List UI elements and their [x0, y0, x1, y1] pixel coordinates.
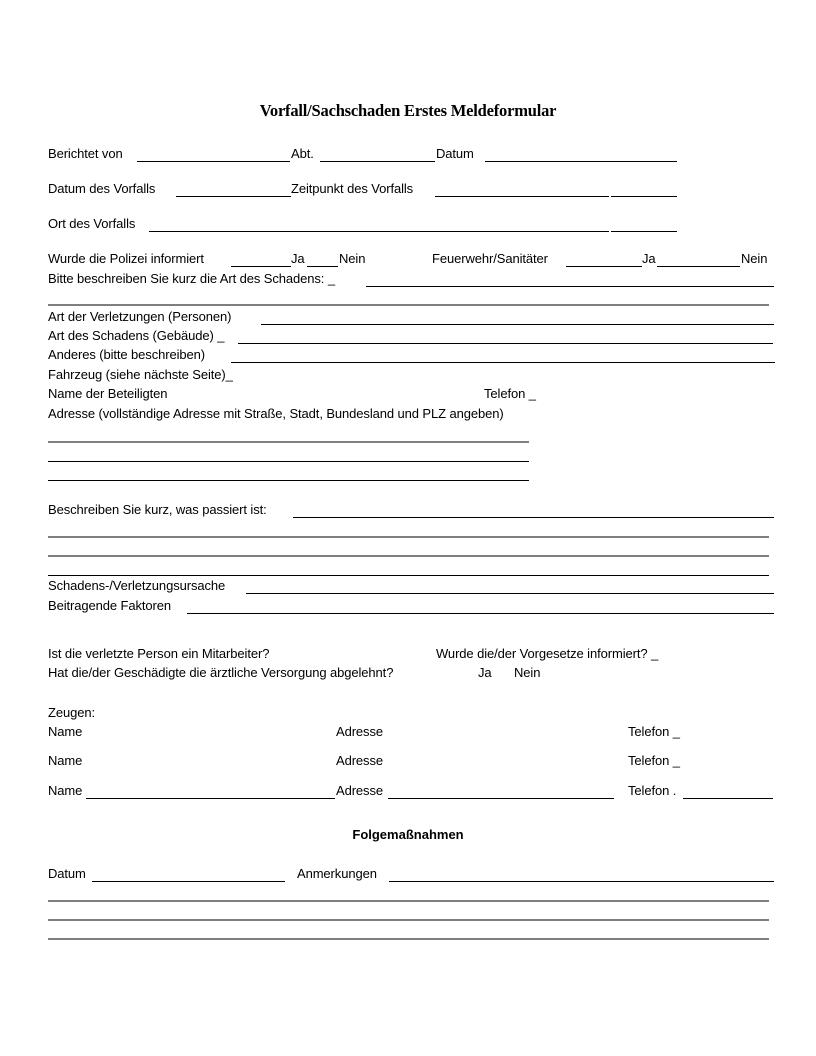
what-happened-field-line-3[interactable]: [48, 555, 769, 557]
refused-care-question: Hat die/der Geschädigte die ärztliche Versorgung abgelehnt?: [48, 665, 394, 680]
fire-medics-yes-field[interactable]: [566, 266, 642, 267]
fire-medics-yes-label: Ja: [642, 251, 656, 266]
describe-damage-label: Bitte beschreiben Sie kurz die Art des Schadens: _: [48, 271, 335, 286]
incident-location-label: Ort des Vorfalls: [48, 216, 136, 231]
incident-location-field-extension: [611, 231, 677, 232]
witness-name-label: Name: [48, 753, 83, 768]
other-damage-field[interactable]: [231, 362, 775, 363]
fire-medics-label: Feuerwehr/Sanitäter: [432, 251, 548, 266]
witnesses-heading: Zeugen:: [48, 705, 96, 720]
other-damage-label: Anderes (bitte beschreiben): [48, 347, 206, 362]
reported-by-label: Berichtet von: [48, 146, 123, 161]
fire-medics-no-field[interactable]: [657, 266, 740, 267]
incident-time-field-extension: [611, 196, 677, 197]
follow-up-date-field[interactable]: [92, 881, 285, 882]
supervisor-question: Wurde die/der Vorgesetze informiert? _: [436, 646, 659, 661]
cause-field[interactable]: [246, 593, 774, 594]
what-happened-field[interactable]: [293, 517, 774, 518]
witness-phone-label: Telefon _: [628, 724, 680, 739]
follow-up-remarks-line-3[interactable]: [48, 919, 769, 921]
address-field-line-3[interactable]: [48, 480, 529, 481]
witness-address-label: Adresse: [336, 753, 383, 768]
involved-name-label: Name der Beteiligten: [48, 386, 168, 401]
police-informed-label: Wurde die Polizei informiert: [48, 251, 204, 266]
employee-question: Ist die verletzte Person ein Mitarbeiter?: [48, 646, 270, 661]
police-yes-label: Ja: [291, 251, 305, 266]
follow-up-remarks-field[interactable]: [389, 881, 774, 882]
police-no-label: Nein: [339, 251, 366, 266]
reported-by-field[interactable]: [137, 161, 290, 162]
witness-name-field[interactable]: [86, 798, 335, 799]
what-happened-label: Beschreiben Sie kurz, was passiert ist:: [48, 502, 267, 517]
describe-damage-field[interactable]: [366, 286, 774, 287]
refused-care-no[interactable]: Nein: [514, 665, 541, 680]
building-damage-field[interactable]: [238, 343, 773, 344]
witness-address-field[interactable]: [388, 798, 614, 799]
vehicle-label: Fahrzeug (siehe nächste Seite)_: [48, 367, 233, 382]
cause-label: Schadens-/Verletzungsursache: [48, 578, 226, 593]
address-field-line-1[interactable]: [48, 441, 529, 443]
witness-address-label: Adresse: [336, 783, 383, 798]
witness-address-label: Adresse: [336, 724, 383, 739]
incident-time-field[interactable]: [435, 196, 609, 197]
factors-label: Beitragende Faktoren: [48, 598, 172, 613]
witness-phone-field[interactable]: [683, 798, 773, 799]
factors-field[interactable]: [187, 613, 774, 614]
refused-care-yes[interactable]: Ja: [478, 665, 492, 680]
date-field[interactable]: [485, 161, 677, 162]
involved-phone-label: Telefon _: [484, 386, 536, 401]
follow-up-remarks-line-2[interactable]: [48, 900, 769, 902]
injuries-field[interactable]: [261, 324, 774, 325]
incident-date-field[interactable]: [176, 196, 291, 197]
incident-location-field[interactable]: [149, 231, 609, 232]
address-field-line-2[interactable]: [48, 461, 529, 462]
incident-date-label: Datum des Vorfalls: [48, 181, 156, 196]
what-happened-field-line-4[interactable]: [48, 575, 769, 576]
fire-medics-no-label: Nein: [741, 251, 768, 266]
follow-up-remarks-label: Anmerkungen: [297, 866, 377, 881]
police-yes-field[interactable]: [231, 266, 291, 267]
building-damage-label: Art des Schadens (Gebäude) _: [48, 328, 225, 343]
follow-up-date-label: Datum: [48, 866, 86, 881]
witness-phone-label: Telefon .: [628, 783, 677, 798]
form-title: Vorfall/Sachschaden Erstes Meldeformular: [259, 101, 557, 120]
witness-name-label: Name: [48, 783, 83, 798]
follow-up-remarks-line-4[interactable]: [48, 938, 769, 940]
witness-phone-label: Telefon _: [628, 753, 680, 768]
department-field[interactable]: [320, 161, 435, 162]
follow-up-heading: Folgemaßnahmen: [352, 827, 464, 842]
witness-name-label: Name: [48, 724, 83, 739]
describe-damage-field-line-2[interactable]: [48, 304, 769, 306]
incident-time-label: Zeitpunkt des Vorfalls: [291, 181, 414, 196]
department-label: Abt.: [291, 146, 314, 161]
what-happened-field-line-2[interactable]: [48, 536, 769, 538]
date-label: Datum: [436, 146, 474, 161]
police-no-field[interactable]: [307, 266, 338, 267]
address-label: Adresse (vollständige Adresse mit Straße, Stadt, Bundesland und PLZ angeben): [48, 406, 504, 421]
injuries-label: Art der Verletzungen (Personen): [48, 309, 232, 324]
